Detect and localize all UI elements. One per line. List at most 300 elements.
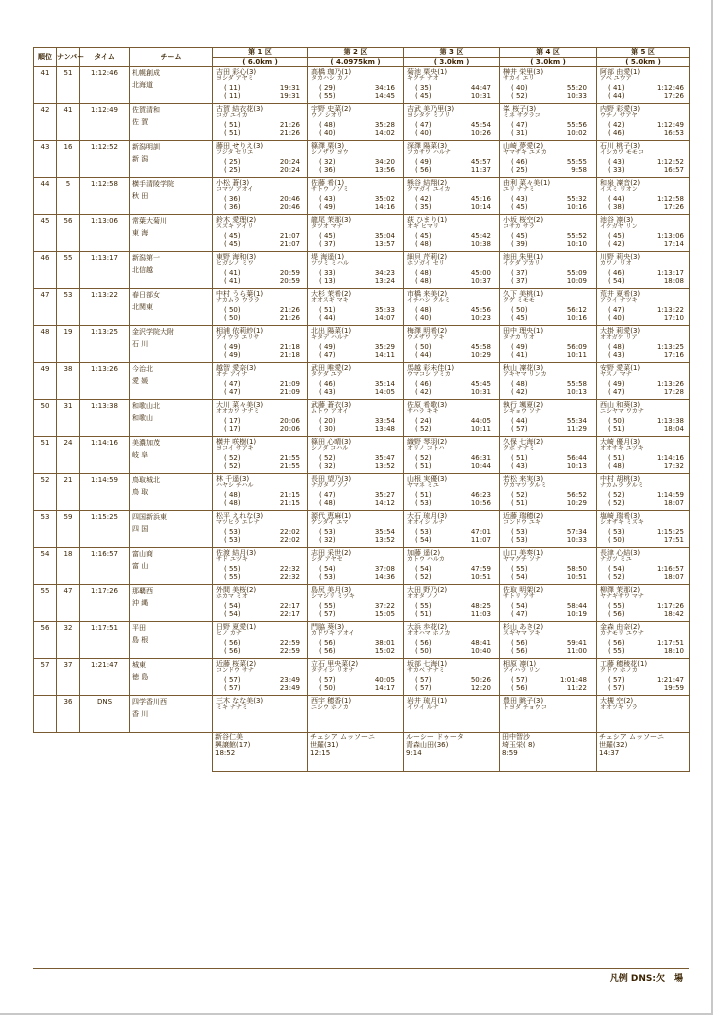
split-place: ( 25) (224, 166, 241, 175)
split-time: 10:16 (566, 203, 587, 212)
split-time: 14:45 (374, 92, 395, 101)
split-line (503, 314, 594, 322)
runner-cell (213, 141, 308, 178)
split-time: 13:57 (374, 240, 395, 249)
runner-cell (597, 622, 690, 659)
split-line (600, 203, 687, 211)
split-line (311, 610, 401, 618)
split-line (503, 129, 594, 137)
split-place: ( 51) (415, 610, 432, 619)
bib-number-cell: 55 (57, 252, 80, 289)
runner-kana: ニシヤマ ワカナ (600, 408, 644, 416)
runner-cell (404, 400, 500, 437)
cumulative-place: ( 45) (511, 232, 528, 241)
cumulative-line (600, 343, 687, 351)
runner-kana: イワイ ルナ (407, 704, 439, 712)
runner-kana: イケダ アカリ (503, 260, 541, 268)
section-record-cell (213, 733, 308, 772)
split-line (503, 462, 594, 470)
cumulative-place: ( 57) (415, 676, 432, 685)
split-line (407, 721, 497, 729)
runner-cell (500, 141, 597, 178)
cumulative-line (311, 491, 401, 499)
runner-kana: スギヤマ アキ (503, 630, 541, 638)
split-place: ( 54) (224, 610, 241, 619)
cumulative-place: ( 57) (224, 676, 241, 685)
runner-kana: トヨダ チョウコ (503, 704, 547, 712)
record-spacer (34, 733, 213, 772)
total-time-cell: 1:12:46 (80, 67, 130, 104)
runner-name: 佐取 明架(2) (503, 586, 544, 595)
runner-kana: ワカマツ クルミ (503, 482, 547, 490)
split-place (224, 721, 260, 729)
record-holder-name: ルーシー ドゥータ (406, 733, 464, 742)
cumulative-line (311, 195, 401, 203)
split-time: 14:02 (374, 129, 395, 138)
cumulative-place: ( 56) (319, 639, 336, 648)
runner-cell (404, 252, 500, 289)
split-time: 17:14 (663, 240, 684, 249)
runner-name: 大川 菜々美(3) (216, 401, 264, 410)
cumulative-place: ( 17) (224, 417, 241, 426)
team-cell (130, 104, 213, 141)
bib-number-cell: 36 (57, 696, 80, 733)
split-place: ( 56) (511, 647, 528, 656)
runner-kana: キクチ ナオ (407, 75, 439, 83)
runner-kana: イシカワ モモコ (600, 149, 644, 157)
cumulative-place: ( 48) (415, 306, 432, 315)
total-time-cell: 1:12:49 (80, 104, 130, 141)
cumulative-place: ( 50) (415, 343, 432, 352)
runner-kana: ヨコイ サアキ (216, 445, 254, 453)
record-holder-name: チェシア ムッソーニ (310, 733, 375, 742)
total-time-cell: 1:13:38 (80, 400, 130, 437)
team-region: 徳 島 (132, 673, 149, 682)
cumulative-place: ( 42) (608, 121, 625, 130)
team-cell (130, 289, 213, 326)
cumulative-time: 21:07 (279, 232, 300, 241)
cumulative-place: ( 46) (415, 380, 432, 389)
split-line (600, 610, 687, 618)
split-line (216, 462, 305, 470)
split-time: 22:17 (279, 610, 300, 619)
runner-cell (404, 326, 500, 363)
cumulative-line (407, 306, 497, 314)
split-line (503, 499, 594, 507)
split-line (503, 684, 594, 692)
split-time: 11:00 (566, 647, 587, 656)
bib-number-cell: 31 (57, 400, 80, 437)
runner-cell (308, 511, 404, 548)
runner-name: 中村 うら葉(1) (216, 290, 264, 299)
cumulative-line (216, 491, 305, 499)
split-time: 15:05 (374, 610, 395, 619)
bib-number-cell: 21 (57, 474, 80, 511)
total-time-cell: 1:13:17 (80, 252, 130, 289)
cumulative-time: 45:00 (470, 269, 491, 278)
cumulative-line (311, 232, 401, 240)
runner-name: 堤 海遥(1) (311, 253, 345, 262)
split-time: 19:31 (279, 92, 300, 101)
cumulative-line (503, 639, 594, 647)
team-region: 富 山 (132, 562, 149, 571)
cumulative-line (407, 417, 497, 425)
leg4-title: 第 4 区 (500, 48, 597, 58)
cumulative-line (407, 491, 497, 499)
split-line (407, 647, 497, 655)
cumulative-place: ( 51) (511, 454, 528, 463)
runner-kana: フカサワ ハルナ (407, 149, 451, 157)
team-name: 新潟第一 (132, 254, 160, 263)
runner-cell (404, 141, 500, 178)
runner-cell (404, 585, 500, 622)
runner-cell (404, 511, 500, 548)
cumulative-line (216, 417, 305, 425)
leg2-title: 第 2 区 (308, 48, 404, 58)
runner-name: 池田 朱里(1) (503, 253, 544, 262)
runner-kana: シオザキ ミズキ (600, 519, 644, 527)
split-place: ( 53) (415, 499, 432, 508)
team-cell (130, 548, 213, 585)
split-time: 19:59 (663, 684, 684, 693)
bib-number-cell: 32 (57, 622, 80, 659)
runner-name: 横井 咲樹(1) (216, 438, 257, 447)
runner-kana: クドウ ホノカ (600, 667, 638, 675)
cumulative-time: 48:41 (470, 639, 491, 648)
total-time-cell: 1:12:58 (80, 178, 130, 215)
cumulative-line (216, 380, 305, 388)
split-line (311, 647, 401, 655)
split-line (407, 129, 497, 137)
record-time: 14:37 (599, 749, 620, 758)
cumulative-place: ( 45) (319, 232, 336, 241)
cumulative-place: ( 48) (511, 380, 528, 389)
runner-cell (213, 474, 308, 511)
split-time: 16:57 (663, 166, 684, 175)
runner-kana: クボ ナナミ (503, 445, 535, 453)
bib-number-cell: 5 (57, 178, 80, 215)
cumulative-line (311, 269, 401, 277)
split-place: ( 54) (608, 277, 625, 286)
cumulative-line (216, 639, 305, 647)
runner-name: 市橋 来美(2) (407, 290, 448, 299)
cumulative-place: ( 11) (224, 84, 241, 93)
runner-name: 島尻 美月(3) (311, 586, 352, 595)
runner-kana: ハヤシ チハル (216, 482, 254, 490)
cumulative-place: ( 41) (224, 269, 241, 278)
split-time: 20:46 (279, 203, 300, 212)
runner-name: 外間 美桜(2) (216, 586, 257, 595)
total-time-cell: DNS (80, 696, 130, 733)
runner-cell (404, 178, 500, 215)
cumulative-place: ( 49) (608, 380, 625, 389)
cumulative-place: ( 47) (511, 121, 528, 130)
cumulative-time: 21:15 (279, 491, 300, 500)
runner-kana: オリノ コトハ (407, 445, 445, 453)
cumulative-time: 44:47 (470, 84, 491, 93)
cumulative-place (415, 713, 451, 721)
total-time-cell: 1:13:22 (80, 289, 130, 326)
runner-cell (500, 289, 597, 326)
record-time: 12:15 (310, 749, 331, 758)
cumulative-place: ( 51) (224, 121, 241, 130)
runner-kana: タカハシ カノ (311, 75, 349, 83)
cumulative-time: 55:20 (566, 84, 587, 93)
cumulative-place: ( 45) (608, 232, 625, 241)
split-time: 15:02 (374, 647, 395, 656)
runner-kana: ウマコシ アミカ (407, 371, 451, 379)
runner-kana: カナモリ ユウナ (600, 630, 644, 638)
runner-kana: ミネ サクラコ (503, 112, 541, 120)
runner-kana: スズキ アイリ (216, 223, 254, 231)
runner-kana: ヨシダ アヤミ (216, 75, 254, 83)
split-time: 14:36 (374, 573, 395, 582)
runner-kana: オオサキ ユヅキ (600, 445, 644, 453)
cumulative-time: 45:58 (470, 343, 491, 352)
split-place: ( 40) (415, 314, 432, 323)
cumulative-time: 35:14 (374, 380, 395, 389)
runner-name: 相浦 依莉紗(1) (216, 327, 264, 336)
split-place: ( 55) (224, 573, 241, 582)
team-region: 四 国 (132, 525, 149, 534)
split-line (311, 573, 401, 581)
cumulative-line (407, 380, 497, 388)
cumulative-place: ( 47) (224, 380, 241, 389)
runner-name: 熊谷 結翔(2) (407, 179, 448, 188)
runner-cell (213, 363, 308, 400)
runner-cell (213, 215, 308, 252)
cumulative-line (311, 343, 401, 351)
runner-cell (597, 511, 690, 548)
cumulative-place: ( 47) (608, 306, 625, 315)
table-row (34, 178, 690, 215)
cumulative-time: 56:44 (566, 454, 587, 463)
runner-kana: アイウラ エリサ (216, 334, 260, 342)
runner-name: 菊池 栗央(1) (407, 68, 448, 77)
runner-kana: オオイシ ルナ (407, 519, 445, 527)
split-place: ( 52) (608, 573, 625, 582)
team-cell (130, 511, 213, 548)
runner-cell (404, 215, 500, 252)
team-cell (130, 696, 213, 733)
runner-name: 吉田 彩心(3) (216, 68, 257, 77)
runner-name: 武田 唯愛(2) (311, 364, 352, 373)
runner-name: 荻 ひまり(1) (407, 216, 448, 225)
cumulative-time: 21:26 (279, 121, 300, 130)
runner-kana: サトウ ノゾミ (311, 186, 349, 194)
rank-cell: 52 (34, 474, 57, 511)
runner-kana: ムトウ アオイ (311, 408, 349, 416)
cumulative-line (600, 158, 687, 166)
runner-cell (597, 400, 690, 437)
runner-name: 石川 桃子(3) (600, 142, 641, 151)
leg2-distance: ( 4.0975km ) (308, 58, 404, 67)
runner-kana: ヤマグチ ソナ (503, 556, 541, 564)
cumulative-time: 1:12:46 (657, 84, 684, 93)
split-place: ( 52) (415, 573, 432, 582)
cumulative-place: ( 40) (511, 84, 528, 93)
split-line (600, 721, 687, 729)
split-place: ( 55) (608, 647, 625, 656)
cumulative-time: 38:01 (374, 639, 395, 648)
cumulative-place: ( 52) (319, 454, 336, 463)
split-place (415, 721, 451, 729)
runner-kana: サトリ アサ (503, 593, 535, 601)
split-place: ( 37) (319, 240, 336, 249)
cumulative-time: 1:13:26 (657, 380, 684, 389)
runner-name: 佐藤 希(1) (311, 179, 345, 188)
split-line (311, 425, 401, 433)
leg3-title: 第 3 区 (404, 48, 500, 58)
split-line (216, 351, 305, 359)
split-time: 21:07 (279, 240, 300, 249)
runner-kana: サカイ エリ (503, 75, 535, 83)
split-place: ( 42) (608, 240, 625, 249)
split-time: 18:08 (663, 277, 684, 286)
runner-cell (308, 659, 404, 696)
cumulative-place: ( 57) (319, 676, 336, 685)
cumulative-time: 33:54 (374, 417, 395, 426)
split-line (600, 684, 687, 692)
split-place: ( 38) (608, 203, 625, 212)
header-rank: 順位 (34, 48, 57, 67)
runner-cell (308, 400, 404, 437)
cumulative-line (311, 676, 401, 684)
cumulative-line (600, 306, 687, 314)
cumulative-time: 21:18 (279, 343, 300, 352)
cumulative-time: 1:01:48 (560, 676, 587, 685)
runner-name: 岩井 琉月(1) (407, 697, 448, 706)
cumulative-place (224, 713, 260, 721)
runner-kana: ゲンダイ エマ (311, 519, 349, 527)
runner-name: 内野 彩愛(3) (600, 105, 641, 114)
split-place: ( 56) (511, 684, 528, 693)
cumulative-line (600, 232, 687, 240)
team-cell (130, 437, 213, 474)
leg1-title: 第 1 区 (213, 48, 308, 58)
bib-number-cell: 51 (57, 67, 80, 104)
table-row (34, 215, 690, 252)
split-place: ( 51) (224, 129, 241, 138)
cumulative-line (600, 602, 687, 610)
runner-kana: ナガタ ノゾノ (311, 482, 349, 490)
record-holder-team: 世羅(31) (310, 741, 339, 750)
cumulative-place: ( 52) (608, 491, 625, 500)
split-line (407, 388, 497, 396)
runner-kana: フジタ セリエ (216, 149, 254, 157)
split-time: 18:04 (663, 425, 684, 434)
cumulative-line (503, 491, 594, 499)
split-line (216, 129, 305, 137)
runner-cell (404, 622, 500, 659)
cumulative-line (600, 454, 687, 462)
rank-cell: 46 (34, 252, 57, 289)
split-time: 21:18 (279, 351, 300, 360)
cumulative-line (503, 232, 594, 240)
cumulative-line (216, 84, 305, 92)
cumulative-time: 35:33 (374, 306, 395, 315)
cumulative-line (600, 491, 687, 499)
cumulative-line (503, 343, 594, 351)
split-time: 11:07 (470, 536, 491, 545)
split-place: ( 47) (224, 388, 241, 397)
runner-name: 近藤 桜菜(2) (216, 660, 257, 669)
cumulative-line (600, 528, 687, 536)
runner-cell (308, 696, 404, 733)
split-time: 21:55 (279, 462, 300, 471)
cumulative-line (311, 158, 401, 166)
split-time: 14:11 (374, 351, 395, 360)
runner-name: 田中 理央(1) (503, 327, 544, 336)
split-place: ( 56) (224, 647, 241, 656)
split-time: 10:29 (566, 499, 587, 508)
runner-name: 久保 七海(2) (503, 438, 544, 447)
split-line (503, 536, 594, 544)
split-place: ( 40) (415, 129, 432, 138)
split-time: 21:26 (279, 314, 300, 323)
split-place: ( 41) (511, 351, 528, 360)
split-time: 23:49 (279, 684, 300, 693)
split-line (600, 92, 687, 100)
split-time: 20:24 (279, 166, 300, 175)
cumulative-place: ( 25) (224, 158, 241, 167)
cumulative-line (503, 565, 594, 573)
runner-cell (308, 363, 404, 400)
split-line (503, 721, 594, 729)
runner-kana: シマジリ ミヅキ (311, 593, 355, 601)
cumulative-place: ( 50) (224, 306, 241, 315)
runner-name: 坂部 七海(1) (407, 660, 448, 669)
table-row (34, 548, 690, 585)
cumulative-line (407, 121, 497, 129)
runner-name: 日野 夏愛(1) (216, 623, 257, 632)
split-time: 18:07 (663, 499, 684, 508)
split-place: ( 49) (319, 203, 336, 212)
section-record-cell (597, 733, 690, 772)
split-place: ( 32) (319, 536, 336, 545)
cumulative-time: 56:12 (566, 306, 587, 315)
runner-cell (597, 437, 690, 474)
runner-name: 大槻 空(2) (600, 697, 634, 706)
split-time: 12:20 (470, 684, 491, 693)
split-line (600, 314, 687, 322)
split-time: 13:56 (374, 166, 395, 175)
cumulative-place: ( 46) (319, 380, 336, 389)
cumulative-time: 55:09 (566, 269, 587, 278)
runner-name: 加藤 遥(2) (407, 549, 441, 558)
runner-kana: ナガツ ミユ (600, 556, 632, 564)
split-place: ( 43) (511, 462, 528, 471)
team-region: 岐 阜 (132, 451, 149, 460)
split-time: 16:53 (663, 129, 684, 138)
split-place: ( 44) (608, 92, 625, 101)
runner-name: 和泉 凜音(2) (600, 179, 641, 188)
split-line (407, 425, 497, 433)
runner-cell (500, 474, 597, 511)
runner-kana: コンドウ ユキ (503, 519, 541, 527)
runner-kana: コサカ サラ (503, 223, 535, 231)
split-line (600, 425, 687, 433)
runner-cell (213, 326, 308, 363)
runner-cell (308, 437, 404, 474)
runner-kana: カワノ リオ (600, 260, 632, 268)
runner-cell (308, 252, 404, 289)
runner-name: 大掛 莉愛(3) (600, 327, 641, 336)
leg1-distance: ( 6.0km ) (213, 58, 308, 67)
split-line (407, 536, 497, 544)
team-region: 石 川 (132, 340, 149, 349)
split-line (600, 499, 687, 507)
